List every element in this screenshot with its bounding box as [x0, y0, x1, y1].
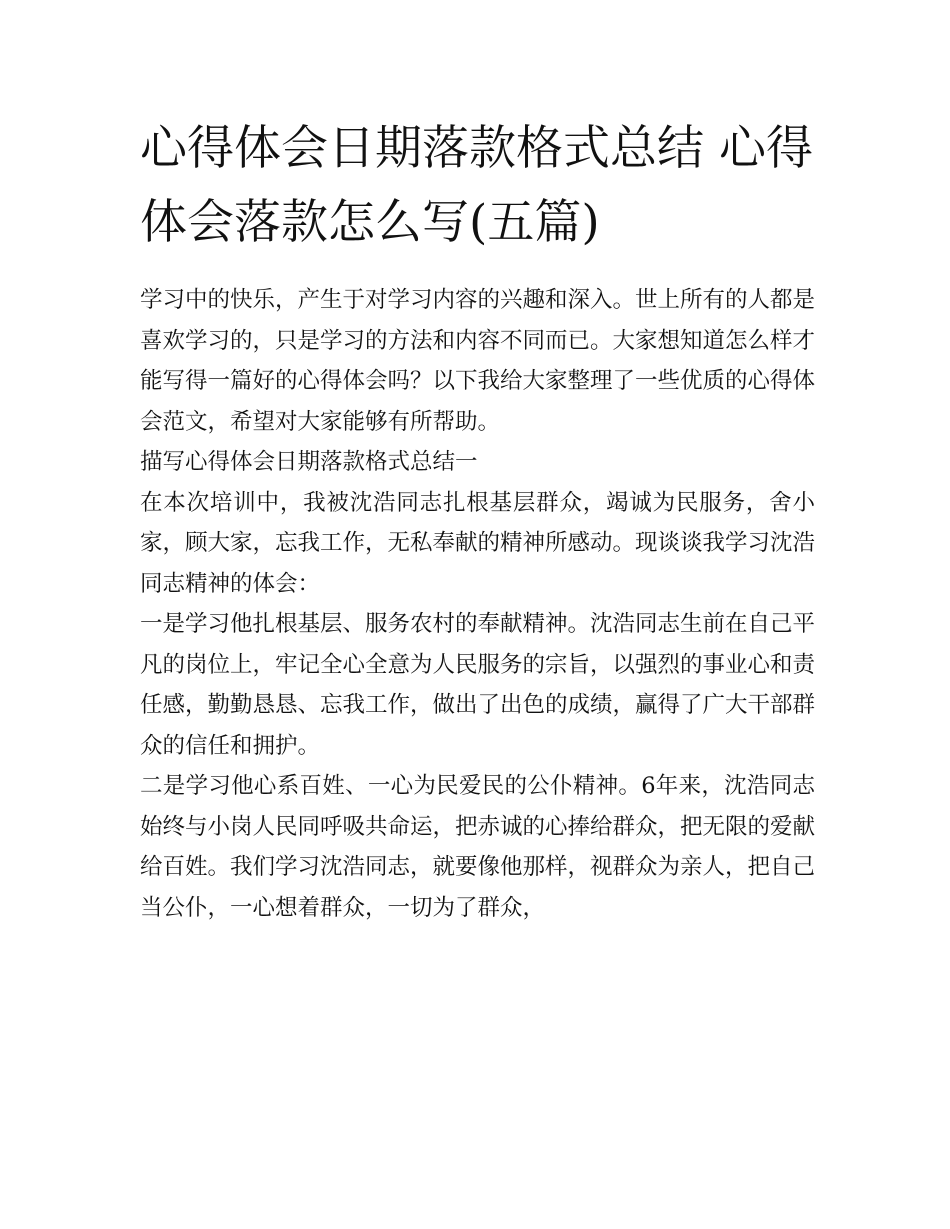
section-heading: 描写心得体会日期落款格式总结一 — [140, 449, 478, 475]
body-paragraph: 一是学习他扎根基层、服务农村的奉献精神。沈浩同志生前在自己平凡的岗位上，牢记全心全意为人民服务的宗旨，以强烈的事业心和责任感，勤勤恳恳、忘我工作，做出了出色的成绩，赢得了广大干部群众的信任和拥护。 — [140, 611, 816, 759]
body-paragraph: 在本次培训中，我被沈浩同志扎根基层群众，竭诚为民服务，舍小家，顾大家，忘我工作，无私奉献的精神所感动。现谈谈我学习沈浩同志精神的体会： — [140, 489, 816, 597]
document-body — [140, 280, 815, 928]
body-paragraph: 二是学习他心系百姓、一心为民爱民的公仆精神。6年来，沈浩同志始终与小岗人民同呼吸共命运，把赤诚的心捧给群众，把无限的爱献给百姓。我们学习沈浩同志，就要像他那样，视群众为亲人，把自己当公仆，一心想着群众，一切为了群众， — [140, 773, 816, 921]
document-title: 心得体会日期落款格式总结 心得体会落款怎么写(五篇) — [140, 121, 813, 250]
intro-paragraph: 学习中的快乐，产生于对学习内容的兴趣和深入。世上所有的人都是喜欢学习的，只是学习的方法和内容不同而已。大家想知道怎么样才能写得一篇好的心得体会吗？以下我给大家整理了一些优质的心得体会范文，希望对大家能够有所帮助。 — [140, 287, 816, 435]
